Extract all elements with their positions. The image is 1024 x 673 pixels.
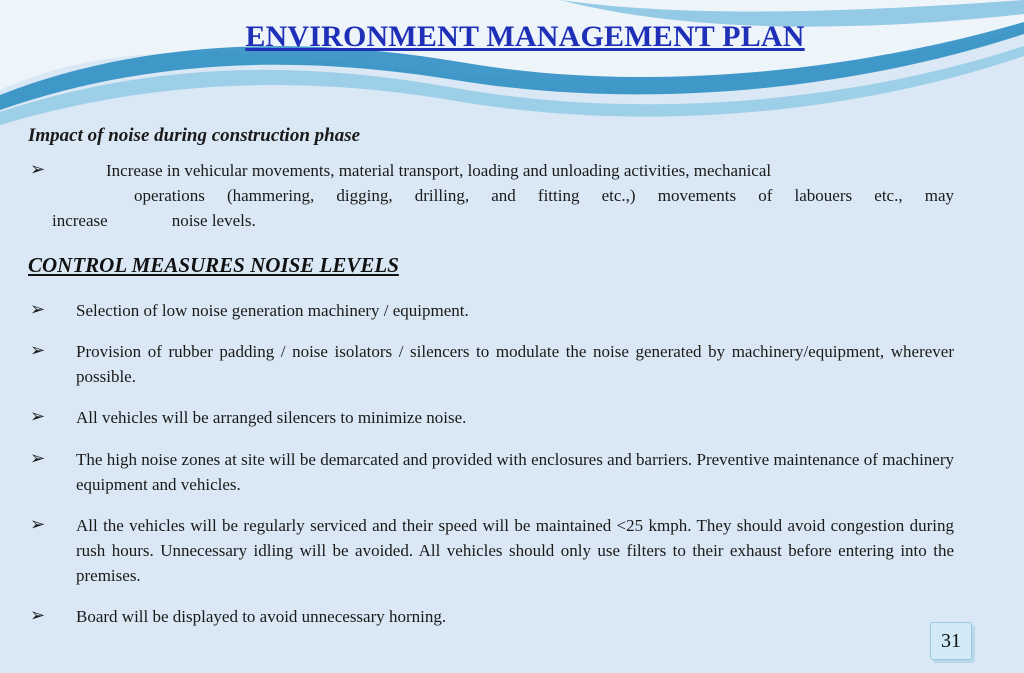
impact-line-1: Increase in vehicular movements, material transport, loading and unloading activities, mechanical (106, 161, 772, 180)
measure-text: Provision of rubber padding / noise isolators / silencers to modulate the noise generated by machinery/equipment, wherever possible. (76, 342, 954, 386)
bullet-arrow-icon: ➢ (30, 299, 46, 319)
bullet-arrow-icon: ➢ (30, 159, 46, 179)
bullet-arrow-icon: ➢ (30, 605, 46, 625)
measure-text: Board will be displayed to avoid unnecessary horning. (76, 607, 447, 626)
impact-heading: Impact of noise during construction phase (28, 125, 361, 146)
impact-line-3a: increase (52, 211, 108, 230)
bullet-arrow-icon: ➢ (30, 340, 46, 360)
measure-text: All vehicles will be arranged silencers to minimize noise. (76, 408, 467, 427)
bullet-arrow-icon: ➢ (30, 406, 46, 426)
impact-line-3b: noise levels. (171, 211, 256, 230)
measure-text: Selection of low noise generation machinery / equipment. (76, 301, 469, 320)
impact-line-2: operations (hammering, digging, drilling, and fitting etc.,) movements of labouers etc., may (134, 186, 954, 205)
bullet-arrow-icon: ➢ (30, 514, 46, 534)
measure-text: All the vehicles will be regularly serviced and their speed will be maintained <25 kmph. They should avoid congestion during rush hours. Unnecessary idling will be avoided. All vehicles should only use filters to their exhaust before entering into the premises. (76, 516, 954, 585)
measure-text: The high noise zones at site will be demarcated and provided with enclosures and barriers. Preventive maintenance of machinery equipment and vehicles. (76, 450, 954, 494)
slide-title: ENVIRONMENT MANAGEMENT PLAN (245, 20, 805, 53)
page-number-badge: 31 (930, 622, 972, 660)
control-heading: CONTROL MEASURES NOISE LEVELS (28, 253, 399, 277)
bullet-arrow-icon: ➢ (30, 448, 46, 468)
